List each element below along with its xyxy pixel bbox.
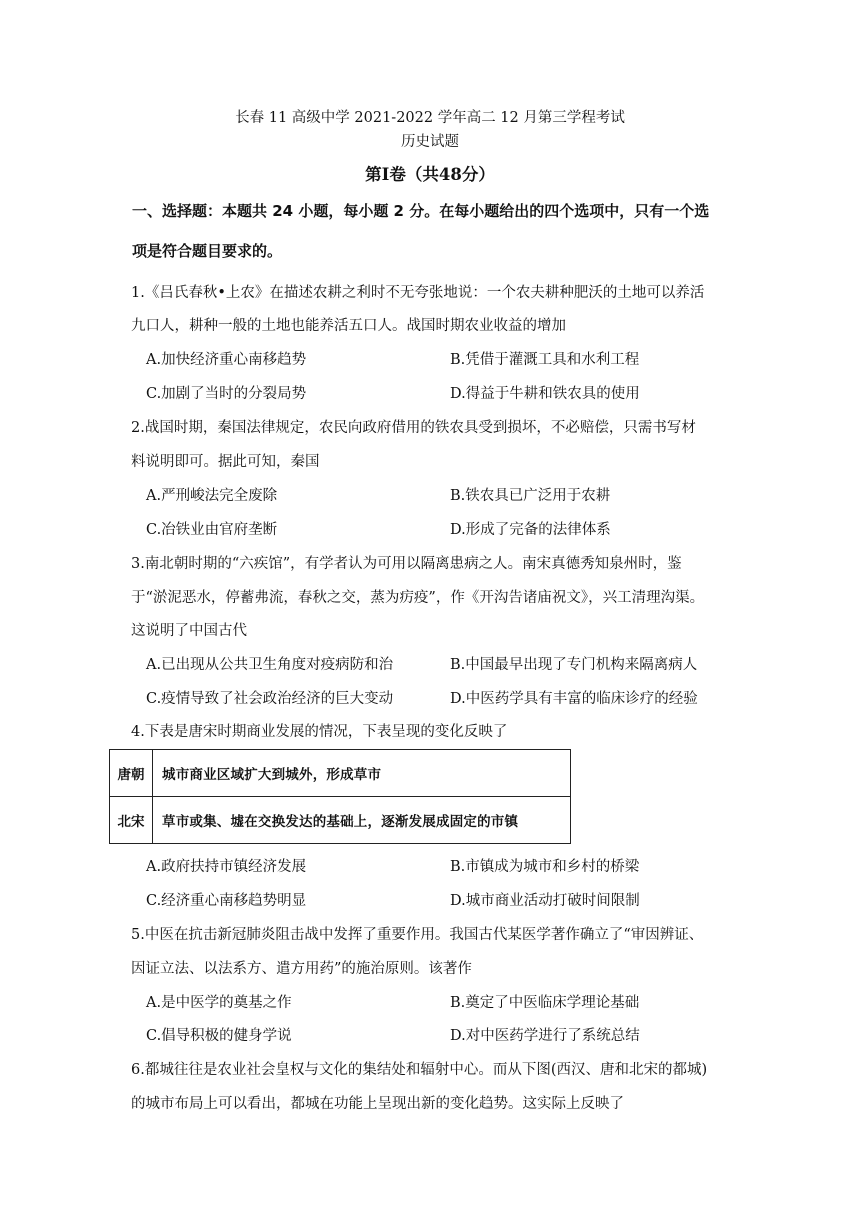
table-desc-cell: 草市或集、墟在交换发达的基础上，逐渐发展成固定的市镇 bbox=[153, 797, 571, 844]
question-2-option-c: C.冶铁业由官府垄断 bbox=[146, 522, 278, 538]
question-5-line-1: 5.中医在抗击新冠肺炎阻击战中发挥了重要作用。我国古代某医学著作确立了“审因辨证、 bbox=[131, 927, 704, 943]
question-5-line-2: 因证立法、以法系方、遣方用药”的施治原则。该著作 bbox=[131, 961, 472, 977]
question-1-line-2: 九口人，耕种一般的土地也能养活五口人。战国时期农业收益的增加 bbox=[131, 318, 566, 334]
question-4-line-1: 4.下表是唐宋时期商业发展的情况，下表呈现的变化反映了 bbox=[131, 724, 508, 740]
question-3-option-d: D.中医药学具有丰富的临床诊疗的经验 bbox=[450, 691, 698, 707]
question-2-option-b: B.铁农具已广泛用于农耕 bbox=[450, 488, 611, 504]
question-6-line-2: 的城市布局上可以看出，都城在功能上呈现出新的变化趋势。这实际上反映了 bbox=[131, 1096, 624, 1112]
question-3-option-c: C.疫情导致了社会政治经济的巨大变动 bbox=[146, 691, 394, 707]
question-2-line-2: 料说明即可。据此可知，秦国 bbox=[131, 454, 320, 470]
question-5-option-d: D.对中医药学进行了系统总结 bbox=[450, 1028, 640, 1044]
section-instruction-line1: 一、选择题：本题共 24 小题，每小题 2 分。在每小题给出的四个选项中，只有一个选 bbox=[132, 202, 710, 220]
question-3-line-1: 3.南北朝时期的“六疾馆”，有学者认为可用以隔离患病之人。南宋真德秀知泉州时，鉴 bbox=[131, 556, 682, 572]
question-4-table bbox=[109, 749, 571, 844]
question-4-option-d: D.城市商业活动打破时间限制 bbox=[450, 893, 640, 909]
subject-title: 历史试题 bbox=[401, 134, 459, 150]
question-1-line-1: 1.《吕氏春秋•上农》在描述农耕之利时不无夸张地说：一个农夫耕种肥沃的土地可以养活 bbox=[131, 285, 705, 301]
question-4-option-b: B.市镇成为城市和乡村的桥梁 bbox=[450, 859, 640, 875]
table-desc-cell: 城市商业区域扩大到城外，形成草市 bbox=[153, 750, 571, 797]
question-5-option-b: B.奠定了中医临床学理论基础 bbox=[450, 995, 640, 1011]
question-2-option-d: D.形成了完备的法律体系 bbox=[450, 522, 611, 538]
question-5-option-c: C.倡导积极的健身学说 bbox=[146, 1028, 292, 1044]
question-4-option-c: C.经济重心南移趋势明显 bbox=[146, 893, 307, 909]
question-3-option-a: A.已出现从公共卫生角度对疫病防和治 bbox=[146, 657, 394, 673]
table-row bbox=[110, 750, 571, 797]
table-era-cell: 唐朝 bbox=[110, 750, 153, 797]
question-3-line-3: 这说明了中国古代 bbox=[131, 623, 247, 639]
question-1-option-b: B.凭借于灌溉工具和水利工程 bbox=[450, 352, 640, 368]
part-title: 第Ⅰ卷（共48分） bbox=[365, 165, 495, 184]
question-1-option-d: D.得益于牛耕和铁农具的使用 bbox=[450, 386, 640, 402]
table-row bbox=[110, 797, 571, 844]
question-2-option-a: A.严刑峻法完全废除 bbox=[146, 488, 278, 504]
section-instruction-line2: 项是符合题目要求的。 bbox=[132, 242, 283, 260]
question-3-option-b: B.中国最早出现了专门机构来隔离病人 bbox=[450, 657, 698, 673]
question-6-line-1: 6.都城往往是农业社会皇权与文化的集结处和辐射中心。而从下图(西汉、唐和北宋的都城) bbox=[131, 1062, 708, 1078]
question-4-option-a: A.政府扶持市镇经济发展 bbox=[146, 859, 307, 875]
question-2-line-1: 2.战国时期，秦国法律规定，农民向政府借用的铁农具受到损坏，不必赔偿，只需书写材 bbox=[131, 420, 696, 436]
question-5-option-a: A.是中医学的奠基之作 bbox=[146, 995, 292, 1011]
question-1-option-a: A.加快经济重心南移趋势 bbox=[146, 352, 307, 368]
table-era-cell: 北宋 bbox=[110, 797, 153, 844]
question-1-option-c: C.加剧了当时的分裂局势 bbox=[146, 386, 307, 402]
exam-title: 长春 11 高级中学 2021-2022 学年高二 12 月第三学程考试 bbox=[235, 110, 625, 126]
question-3-line-2: 于“淤泥恶水，停蓄弗流，春秋之交，蒸为疠疫”，作《开沟告诸庙祝文》，兴工清理沟渠。 bbox=[131, 590, 705, 606]
